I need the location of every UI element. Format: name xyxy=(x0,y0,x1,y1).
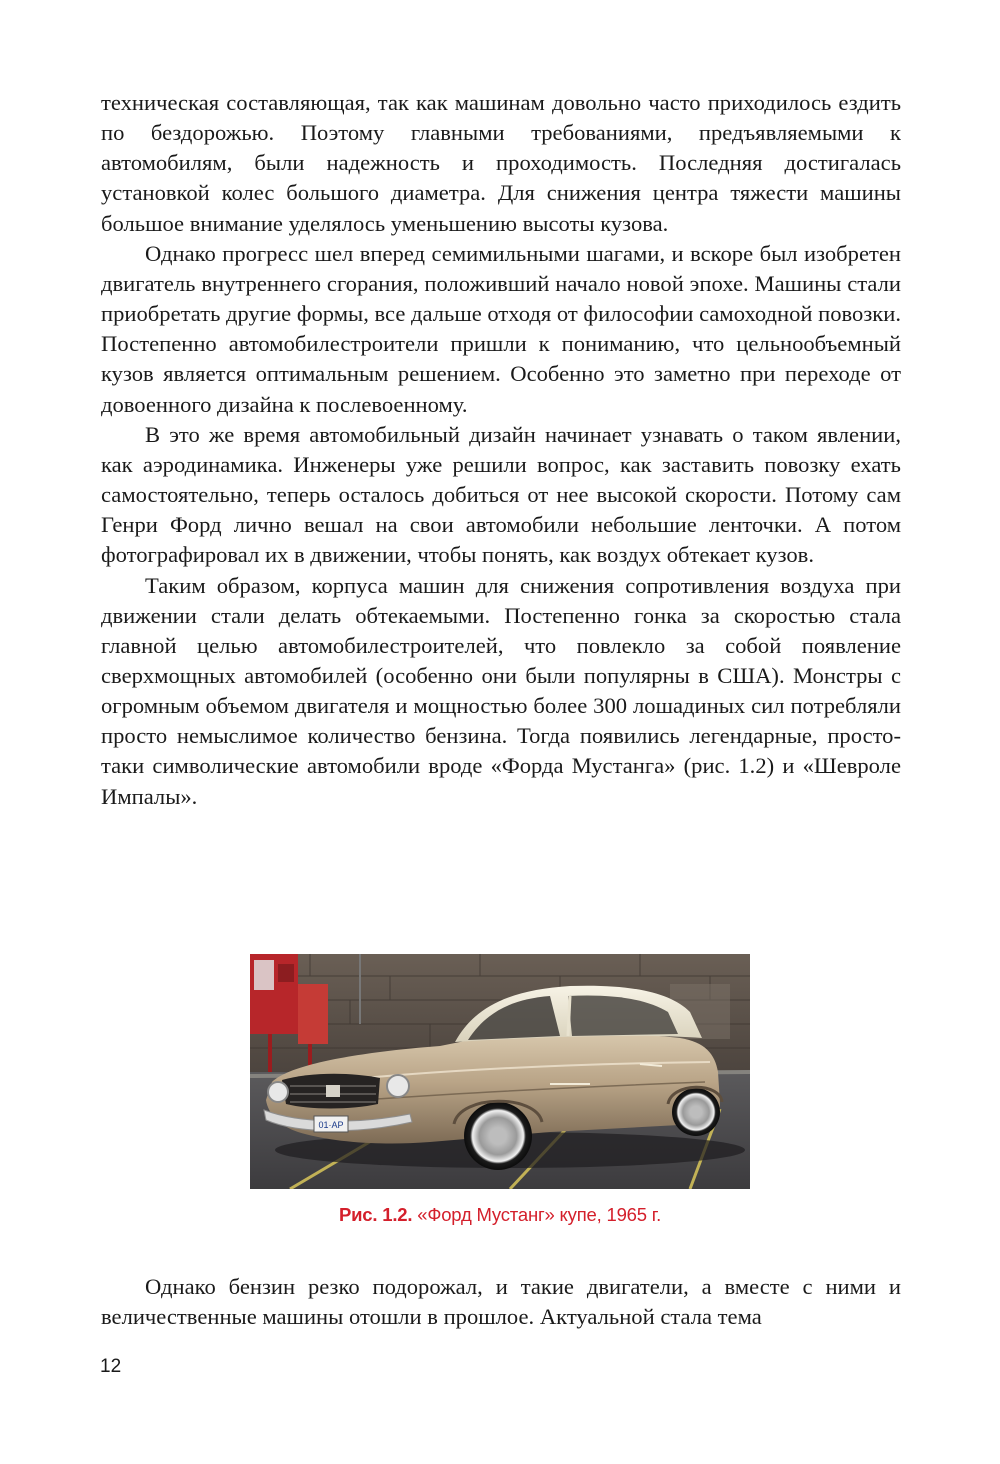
main-text xyxy=(101,88,901,812)
figure-caption-text: «Форд Мустанг» купе, 1965 г. xyxy=(412,1204,662,1225)
paragraph-2: Однако прогресс шел вперед семимильными шагами, и вскоре был изобретен двигатель внутреннего сгорания, положивший начало новой эпохе. Машины стали приобретать другие формы, все дальше отходя от философии самоходной повозки. Постепенно автомобилестроители пришли к пониманию, что цельнообъемный кузов является оптимальным решением. Особенно это заметно при переходе от довоенного дизайна к послевоенному. xyxy=(101,240,901,417)
paragraph-4: Таким образом, корпуса машин для снижения сопротивления воздуха при движении стали делать обтекаемыми. Постепенно гонка за скоростью стала главной целью автомобилестроителей, что повлекло за собой появление сверхмощных автомобилей (особенно они были популярны в США). Монстры с огромным объемом двигателя и мощностью более 300 лошадиных сил потребляли просто немыслимое количество бензина. Тогда появились легендарные, просто-таки символические автомобили вроде «Форда Мустанга» (рис. 1.2) и «Шевроле Импалы». xyxy=(101,572,901,809)
car-photo-illustration xyxy=(250,954,750,1189)
page-number: 12 xyxy=(100,1356,122,1377)
right-headlight xyxy=(387,1075,409,1097)
paragraph-5: Однако бензин резко подорожал, и такие двигатели, а вместе с ними и величественные машины отошли в прошлое. Актуальной стала тема xyxy=(101,1274,901,1330)
figure-caption-label: Рис. 1.2. xyxy=(338,1204,413,1225)
figure-ford-mustang-photo xyxy=(250,954,750,1189)
continuation-text xyxy=(101,1272,901,1332)
license-plate-text: 01·AP xyxy=(318,1120,344,1130)
figure-caption xyxy=(0,1204,1000,1226)
paragraph-3: В это же время автомобильный дизайн начинает узнавать о таком явлении, как аэродинамика. Инженеры уже решили вопрос, как заставить повозку ехать самостоятельно, теперь осталось добиться от нее высокой скорости. Потому сам Генри Форд лично вешал на свои автомобили небольшие ленточки. А потом фотографировал их в движении, чтобы понять, как воздух обтекает кузов. xyxy=(101,421,901,568)
paragraph-1: техническая составляющая, так как машинам довольно часто приходилось ездить по бездорожью. Поэтому главными требованиями, предъявляемыми к автомобилям, были надежность и проходимость. Последняя достигалась установкой колес большого диаметра. Для снижения центра тяжести машины большое внимание уделялось уменьшению высоты кузова. xyxy=(101,90,901,236)
left-headlight xyxy=(268,1082,288,1102)
